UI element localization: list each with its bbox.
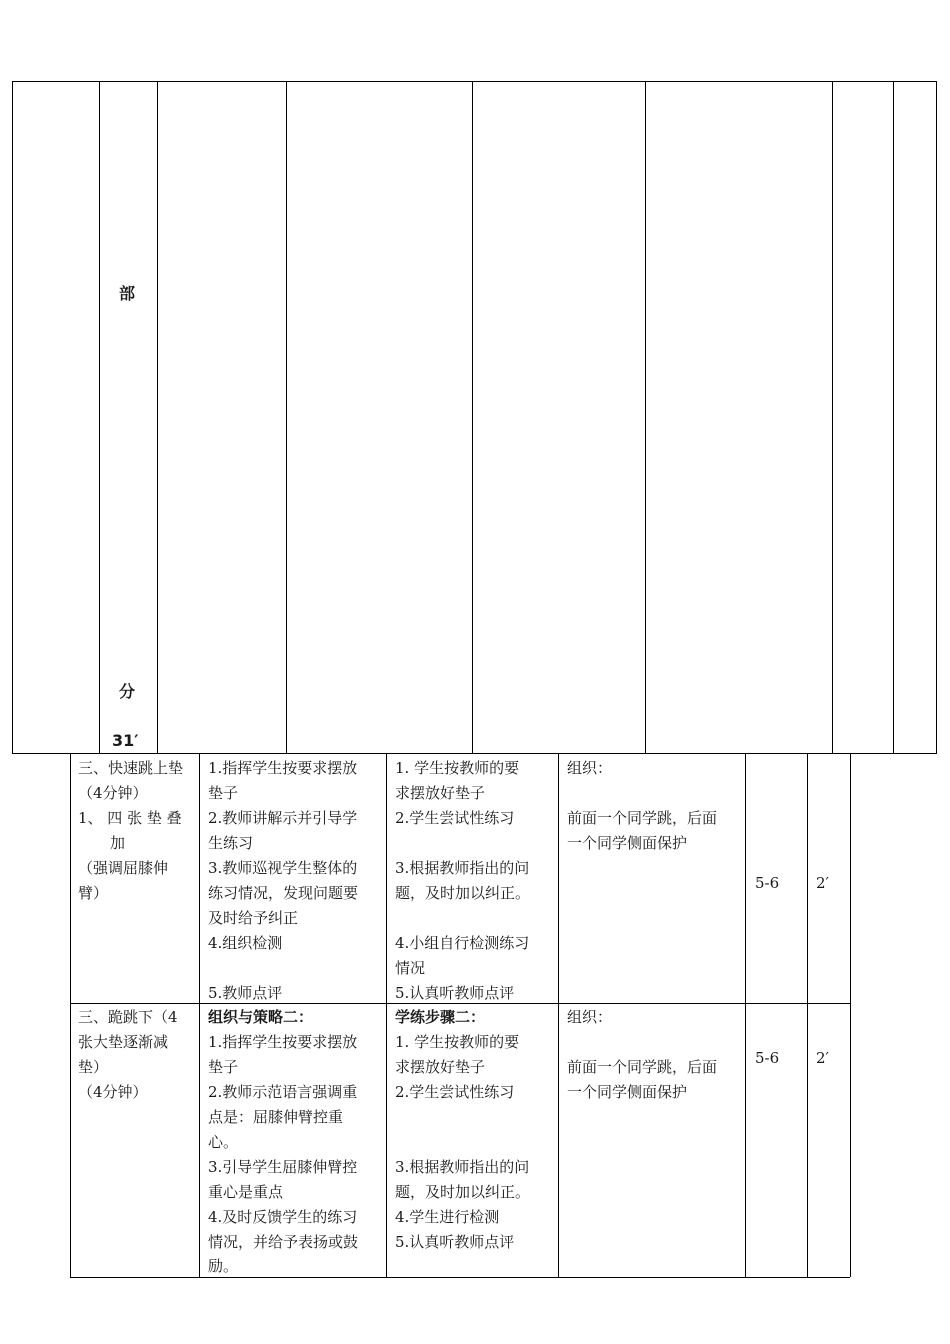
student-line: 题，及时加以纠正。	[395, 1183, 531, 1201]
bottom-table-col-line	[386, 753, 387, 1277]
time-cell: 2′	[816, 874, 829, 892]
org-line: 前面一个同学跳，后面	[567, 1058, 718, 1076]
bottom-table-col-line	[807, 753, 808, 1277]
teacher-line: 1.指挥学生按要求摆放	[208, 1033, 358, 1051]
teacher-line: 2.教师讲解示并引导学	[208, 809, 358, 827]
top-table-col-line	[286, 81, 287, 753]
bottom-table-col-line	[850, 753, 851, 1277]
student-line: 1. 学生按教师的要	[395, 759, 520, 777]
content-line: 张大垫逐渐减	[78, 1033, 169, 1051]
teacher-line: 点是：屈膝伸臂控重	[208, 1108, 344, 1126]
time-cell: 2′	[816, 1049, 829, 1067]
top-table-col-line	[832, 81, 833, 753]
teacher-line: 及时给予纠正	[208, 909, 299, 927]
student-line: 1. 学生按教师的要	[395, 1033, 520, 1051]
teacher-line: 心。	[208, 1133, 239, 1151]
section-char-fen: 分	[119, 682, 136, 701]
bottom-table-col-line	[70, 753, 71, 1277]
bottom-table-col-line	[745, 753, 746, 1277]
org-line: 一个同学侧面保护	[567, 1083, 688, 1101]
student-line: 3.根据教师指出的问	[395, 859, 530, 877]
content-line: 臂）	[78, 884, 109, 902]
teacher-line: 重心是重点	[208, 1183, 284, 1201]
count-cell: 5-6	[755, 1049, 780, 1067]
org-line: 组织：	[567, 759, 613, 777]
student-line: 5.认真听教师点评	[395, 984, 515, 1002]
bottom-table-col-line	[558, 753, 559, 1277]
org-line: 组织：	[567, 1008, 613, 1026]
teacher-line: 1.指挥学生按要求摆放	[208, 759, 358, 777]
bottom-table-col-line	[199, 753, 200, 1277]
student-line: 2.学生尝试性练习	[395, 1083, 515, 1101]
teacher-line: 4.及时反馈学生的练习	[208, 1208, 358, 1226]
top-table-col-line	[645, 81, 646, 753]
content-line: （4分钟）	[78, 784, 148, 802]
student-title: 学练步骤二：	[395, 1008, 486, 1026]
org-line: 一个同学侧面保护	[567, 834, 688, 852]
student-line: 求摆放好垫子	[395, 1058, 486, 1076]
student-line: 3.根据教师指出的问	[395, 1158, 530, 1176]
org-line: 前面一个同学跳，后面	[567, 809, 718, 827]
teacher-line: 练习情况，发现问题要	[208, 884, 359, 902]
count-cell: 5-6	[755, 874, 780, 892]
student-line: 2.学生尝试性练习	[395, 809, 515, 827]
content-line: 1、 四 张 垫 叠	[78, 809, 182, 827]
content-line: （强调屈膝伸	[78, 859, 169, 877]
teacher-line: 情况，并给予表扬或鼓	[208, 1233, 359, 1251]
top-table-col-line	[936, 81, 937, 753]
content-line: 垫）	[78, 1058, 109, 1076]
top-table-col-line	[157, 81, 158, 753]
teacher-line: 5.教师点评	[208, 984, 283, 1002]
teacher-line: 3.教师巡视学生整体的	[208, 859, 358, 877]
content-line: 三、快速跳上垫	[78, 759, 184, 777]
top-table-col-line	[12, 81, 13, 753]
teacher-line: 垫子	[208, 784, 239, 802]
section-time: 31′	[112, 731, 139, 750]
top-table-col-line	[893, 81, 894, 753]
teacher-line: 垫子	[208, 1058, 239, 1076]
top-table-bottom-border	[12, 753, 937, 754]
top-table-col-line	[99, 81, 100, 753]
content-line: （4分钟）	[78, 1083, 148, 1101]
teacher-line: 2.教师示范语言强调重	[208, 1083, 358, 1101]
student-line: 4.学生进行检测	[395, 1208, 500, 1226]
student-line: 5.认真听教师点评	[395, 1233, 515, 1251]
student-line: 求摆放好垫子	[395, 784, 486, 802]
table-bottom-border	[70, 1277, 850, 1278]
teacher-line: 4.组织检测	[208, 934, 283, 952]
teacher-line: 3.引导学生屈膝伸臂控	[208, 1158, 358, 1176]
top-table-top-border	[12, 81, 937, 82]
content-line: 加	[110, 834, 126, 852]
teacher-title: 组织与策略二：	[208, 1008, 314, 1026]
student-line: 情况	[395, 959, 426, 977]
teacher-line: 生练习	[208, 834, 254, 852]
top-table-col-line	[472, 81, 473, 753]
student-line: 4.小组自行检测练习	[395, 934, 530, 952]
content-line: 三、跪跳下（4	[78, 1008, 178, 1026]
section-char-bu: 部	[119, 284, 136, 303]
student-line: 题，及时加以纠正。	[395, 884, 531, 902]
teacher-line: 励。	[208, 1257, 239, 1275]
